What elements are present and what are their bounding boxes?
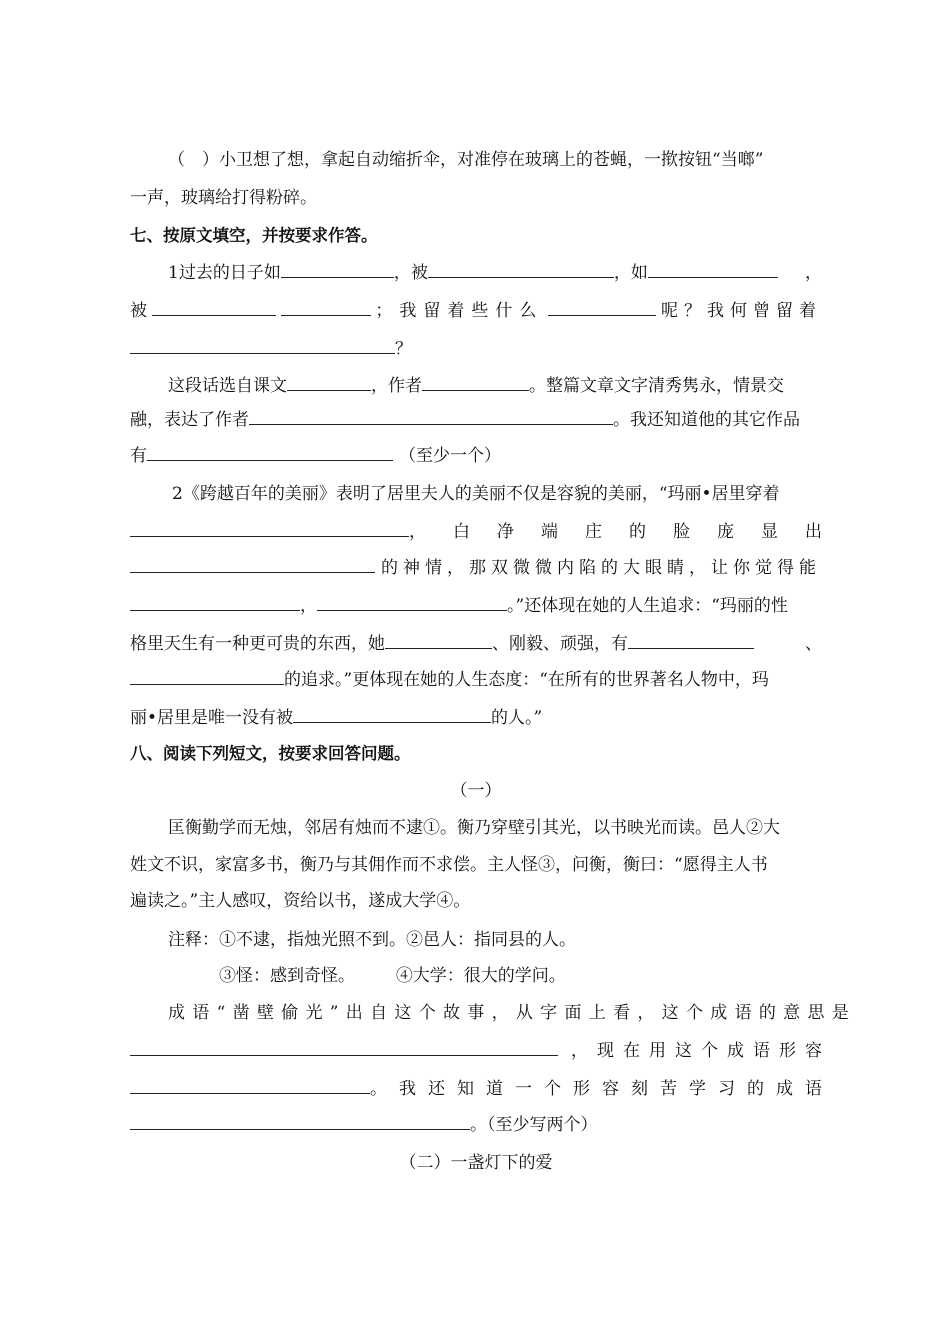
question-text: ，现在用这个成语形容 — [571, 1041, 831, 1061]
passage-text: 匡衡勤学而无烛，邻居有烛而不逮①。衡乃穿壁引其光，以书映光而读。邑人②大 — [168, 818, 780, 838]
q7-p2-line-3 — [130, 441, 822, 471]
blank[interactable] — [130, 665, 284, 685]
q7-p3-line-7 — [130, 703, 822, 733]
q7-text: 的人。” — [491, 708, 543, 728]
passage-text: 姓文不识，家富多书，衡乃与其佣作而不求偿。主人怪③，问衡，衡曰：“愿得主人书 — [130, 855, 768, 875]
q7-text: 、刚毅、顽强，有 — [492, 634, 628, 654]
q7-text: ，被 — [393, 263, 428, 283]
q7-text: 、 — [805, 634, 822, 654]
blank[interactable] — [548, 296, 656, 316]
q7-text: 1过去的日子如 — [168, 263, 281, 283]
passage-1-line-1 — [130, 813, 822, 843]
question-text: 成语“凿壁偷光”出自这个故事，从字面上看，这个成语的意思是 — [168, 1003, 857, 1023]
passage-1-line-3 — [130, 886, 822, 916]
q7-text: 这段话选自课文 — [168, 376, 287, 396]
q6-text-1: （ ）小卫想了想，拿起自动缩折伞，对准停在玻璃上的苍蝇，一揿按钮“当啷” — [168, 150, 764, 170]
q7-p2-line-1 — [130, 371, 822, 401]
q7-text: ， — [300, 596, 317, 616]
q7-text: 的神情，那双微微内陷的大眼睛，让你觉得能 — [381, 558, 821, 578]
blank[interactable] — [130, 1074, 370, 1094]
q7-text: ，作者 — [371, 376, 422, 396]
note-text: 注释：①不逮，指烛光照不到。②邑人：指同县的人。 — [168, 930, 576, 950]
blank[interactable] — [152, 296, 276, 316]
blank[interactable] — [130, 334, 395, 354]
blank[interactable] — [422, 371, 529, 391]
note-text: ④大学：很大的学问。 — [395, 966, 566, 986]
q7-p1-line-2 — [130, 296, 822, 326]
q7-p3-line-5 — [130, 629, 822, 659]
q7-p3-line-3 — [130, 553, 822, 583]
blank[interactable] — [130, 1110, 470, 1130]
q7-p3-line-1 — [130, 479, 822, 509]
blank[interactable] — [317, 591, 507, 611]
blank[interactable] — [130, 553, 375, 573]
question-text: 。我还知道一个形容刻苦学习的成语 — [370, 1079, 834, 1099]
q7-p3-line-2 — [130, 517, 849, 547]
blank[interactable] — [293, 703, 491, 723]
blank[interactable] — [130, 591, 300, 611]
q7-text: （至少一个） — [399, 446, 501, 466]
blank[interactable] — [249, 405, 613, 425]
section-7-heading: 七、按原文填空，并按要求作答。 — [130, 226, 378, 245]
note-text: ③怪：感到奇怪。 — [219, 966, 355, 986]
q7-text: ；我留着些什么 — [375, 301, 544, 321]
q7-text: 。整篇文章文字清秀隽永，情景交 — [529, 376, 784, 396]
q7-text: 丽•居里是唯一没有被 — [130, 708, 294, 728]
q6-line-2 — [130, 183, 822, 213]
blank[interactable] — [287, 371, 371, 391]
q7-text: ， — [805, 263, 822, 283]
qa-line-4 — [130, 1110, 822, 1140]
qa-line-1 — [130, 998, 857, 1028]
q7-text: 被 — [130, 301, 147, 321]
notes-line-1 — [130, 925, 822, 955]
q7-text: 格里天生有一种更可贵的东西，她 — [130, 634, 385, 654]
q7-text: 。我还知道他的其它作品 — [613, 410, 800, 430]
blank[interactable] — [281, 296, 371, 316]
q7-text: 融，表达了作者 — [130, 410, 249, 430]
q7-text: ，白净端庄的脸庞显出 — [409, 522, 849, 542]
q6-line-1 — [130, 145, 822, 175]
q7-text: 。”还体现在她的人生追求：“玛丽的性 — [507, 596, 788, 616]
q7-text: 有 — [130, 446, 147, 466]
q6-text-2: 一声，玻璃给打得粉碎。 — [130, 188, 317, 208]
blank[interactable] — [281, 258, 394, 278]
question-text: 。（至少写两个） — [470, 1115, 598, 1135]
blank[interactable] — [428, 258, 614, 278]
q7-text: 2《跨越百年的美丽》表明了居里夫人的美丽不仅是容貌的美丽，“玛丽•居里穿着 — [172, 484, 780, 504]
blank[interactable] — [385, 629, 492, 649]
qa-line-3 — [130, 1074, 834, 1104]
passage-text: 遍读之。”主人感叹，资给以书，遂成大学④。 — [130, 891, 471, 911]
q7-p3-line-4 — [130, 591, 822, 621]
notes-line-2 — [130, 961, 822, 991]
passage-1-title: （一） — [450, 781, 502, 801]
blank[interactable] — [130, 1036, 558, 1056]
blank[interactable] — [648, 258, 778, 278]
q7-text: 的追求。”更体现在她的人生态度：“在所有的世界著名人物中，玛 — [284, 670, 769, 690]
q7-p3-line-6 — [130, 665, 822, 695]
blank[interactable] — [130, 517, 409, 537]
q7-text: ？ — [395, 339, 412, 359]
blank[interactable] — [628, 629, 754, 649]
passage-2-title: （二）一盏灯下的爱 — [399, 1153, 553, 1173]
passage-1-line-2 — [130, 850, 822, 880]
q7-p2-line-2 — [130, 405, 822, 435]
section-8-heading: 八、阅读下列短文，按要求回答问题。 — [130, 744, 411, 763]
q7-text: 呢？我何曾留着 — [660, 301, 822, 321]
q7-text: ，如 — [613, 263, 648, 283]
qa-line-2 — [130, 1036, 831, 1066]
q7-p1-line-1 — [130, 258, 822, 288]
blank[interactable] — [147, 441, 393, 461]
q7-p1-line-3 — [130, 334, 822, 364]
